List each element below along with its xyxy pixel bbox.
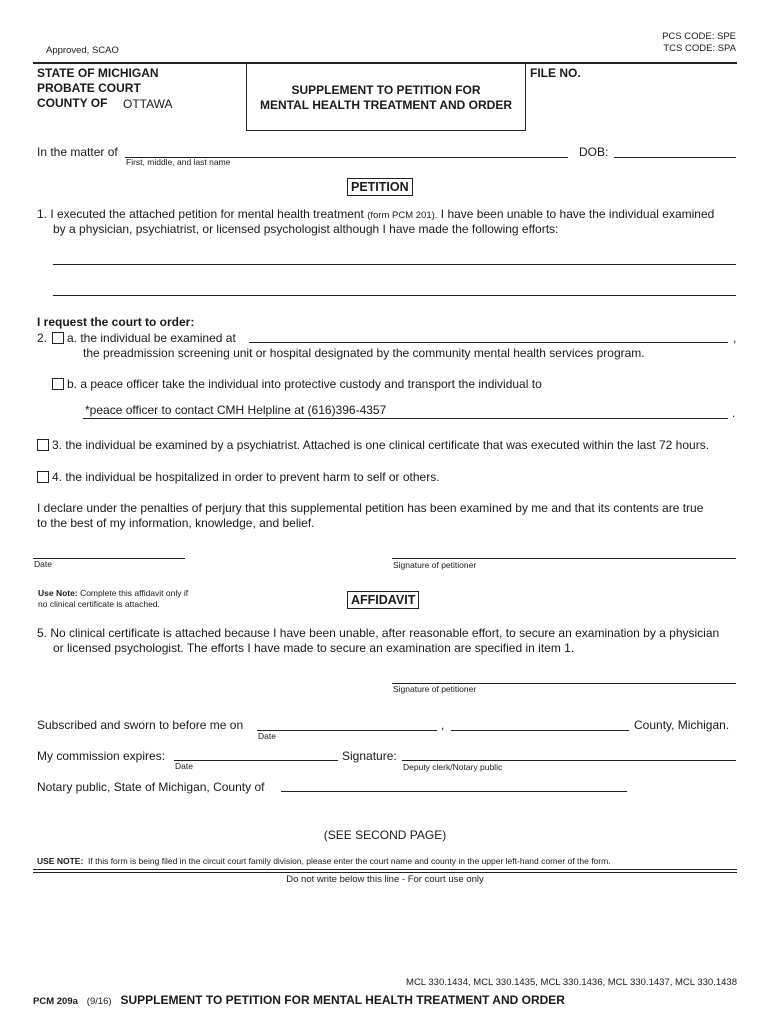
item3-text: 3. the individual be examined by a psychiatrist. Attached is one clinical certificate that was executed within the last 72 hours.: [52, 438, 710, 452]
footer-form-title: SUPPLEMENT TO PETITION FOR MENTAL HEALTH TREATMENT AND ORDER: [120, 993, 565, 1007]
petition-signature-caption: Signature of petitioner: [393, 560, 477, 570]
use-note-line1: Complete this affidavit only if: [80, 588, 189, 598]
footer-rule-2: [33, 872, 737, 873]
affidavit-heading: AFFIDAVIT: [347, 591, 419, 609]
approved-scao: Approved, SCAO: [46, 45, 119, 56]
county-label: COUNTY OF: [37, 96, 108, 110]
item2b-checkbox[interactable]: [52, 378, 64, 390]
petition-date-caption: Date: [34, 559, 52, 569]
sworn-county-line[interactable]: [451, 730, 629, 731]
commission-date-caption: Date: [175, 761, 193, 771]
deputy-caption: Deputy clerk/Notary public: [403, 762, 503, 772]
notary-county-label: Notary public, State of Michigan, County of: [37, 780, 265, 794]
court-label: PROBATE COURT: [37, 81, 141, 95]
affidavit-use-note: [38, 588, 188, 610]
item1-line2: by a physician, psychiatrist, or licensed psychologist although I have made the following efforts:: [53, 222, 559, 236]
commission-label: My commission expires:: [37, 749, 166, 763]
mcl-references: MCL 330.1434, MCL 330.1435, MCL 330.1436, MCL 330.1437, MCL 330.1438: [406, 977, 737, 988]
request-heading: I request the court to order:: [37, 315, 195, 329]
state-label: STATE OF MICHIGAN: [37, 66, 159, 80]
header-title-bottom-rule: [246, 130, 526, 131]
file-no-label: FILE NO.: [530, 66, 581, 80]
item5-line2: or licensed psychologist. The efforts I have made to secure an examination are specified in item 1.: [53, 641, 575, 655]
use-note-label: Use Note:: [38, 588, 78, 598]
court-use-only: Do not write below this line - For court use only: [286, 874, 484, 885]
form-footer-id: [33, 991, 565, 1009]
petition-signature-line[interactable]: [392, 558, 736, 559]
county-input[interactable]: [123, 97, 233, 111]
sworn-comma: ,: [441, 718, 445, 732]
notary-county-line[interactable]: [281, 791, 627, 792]
item2b-period: .: [732, 406, 736, 420]
county-michigan-label: County, Michigan.: [634, 718, 730, 732]
item2a-text: a. the individual be examined at: [67, 331, 236, 345]
item2b-text: b. a peace officer take the individual into protective custody and transport the individual to: [67, 377, 542, 391]
declaration-line1: I declare under the penalties of perjury that this supplemental petition has been examined by me and that its contents are true: [37, 501, 704, 515]
petition-date-line[interactable]: [33, 558, 185, 559]
commission-date-line[interactable]: [174, 760, 338, 761]
use-note-line2: no clinical certificate is attached.: [38, 599, 160, 609]
item2a-line2: the preadmission screening unit or hospital designated by the community mental health services program.: [83, 346, 645, 360]
pcs-code: PCS CODE: SPE: [662, 31, 736, 42]
efforts-line-2[interactable]: [53, 295, 736, 296]
item3-checkbox[interactable]: [37, 439, 49, 451]
footer-use-note-text: If this form is being filed in the circuit court family division, please enter the court name and county in the upper left-hand corner of the form.: [88, 856, 611, 866]
item1-form-ref: (form PCM 201).: [367, 210, 438, 221]
item1-text-b: I have been unable to have the individual examined: [440, 207, 715, 221]
sworn-date-caption: Date: [258, 731, 276, 741]
declaration-line2: to the best of my information, knowledge, and belief.: [37, 516, 315, 530]
footer-use-note-label: USE NOTE:: [37, 856, 84, 866]
dob-label: DOB:: [579, 145, 609, 159]
petition-heading: PETITION: [347, 178, 413, 196]
item4-checkbox[interactable]: [37, 471, 49, 483]
notary-signature-label: Signature:: [342, 749, 397, 763]
affidavit-signature-caption: Signature of petitioner: [393, 684, 477, 694]
sworn-label: Subscribed and sworn to before me on: [37, 718, 244, 732]
efforts-line-1[interactable]: [53, 264, 736, 265]
file-no-input[interactable]: [530, 84, 730, 124]
sworn-date-line[interactable]: [257, 730, 437, 731]
item2a-comma: ,: [733, 331, 737, 345]
item2a-location-line[interactable]: [249, 342, 728, 343]
item5-line1: 5. No clinical certificate is attached because I have been unable, after reasonable effort, to secure an examination by a physician: [37, 626, 720, 640]
name-caption: First, middle, and last name: [126, 157, 231, 167]
form-title-line2: MENTAL HEALTH TREATMENT AND ORDER: [260, 98, 512, 112]
item2b-destination-input[interactable]: [85, 403, 725, 417]
dob-line[interactable]: [614, 157, 736, 158]
form-title-line1: SUPPLEMENT TO PETITION FOR: [291, 83, 481, 97]
footer-rule-1: [33, 869, 737, 870]
header-top-rule: [33, 62, 737, 64]
item2a-checkbox[interactable]: [52, 332, 64, 344]
form-code: PCM 209a: [33, 996, 78, 1007]
item4-text: 4. the individual be hospitalized in order to prevent harm to self or others.: [52, 470, 440, 484]
tcs-code: TCS CODE: SPA: [663, 43, 736, 54]
see-second-page: (SEE SECOND PAGE): [323, 828, 447, 842]
item1-line1: [37, 207, 714, 221]
form-date: (9/16): [86, 996, 112, 1007]
item1-text-a: 1. I executed the attached petition for mental health treatment: [37, 207, 364, 221]
footer-use-note: [37, 856, 611, 866]
item2b-destination-line: [83, 418, 728, 419]
form-title-block: [246, 83, 526, 113]
item2-number: 2.: [37, 331, 48, 345]
matter-label: In the matter of: [37, 145, 118, 159]
notary-signature-line[interactable]: [402, 760, 736, 761]
